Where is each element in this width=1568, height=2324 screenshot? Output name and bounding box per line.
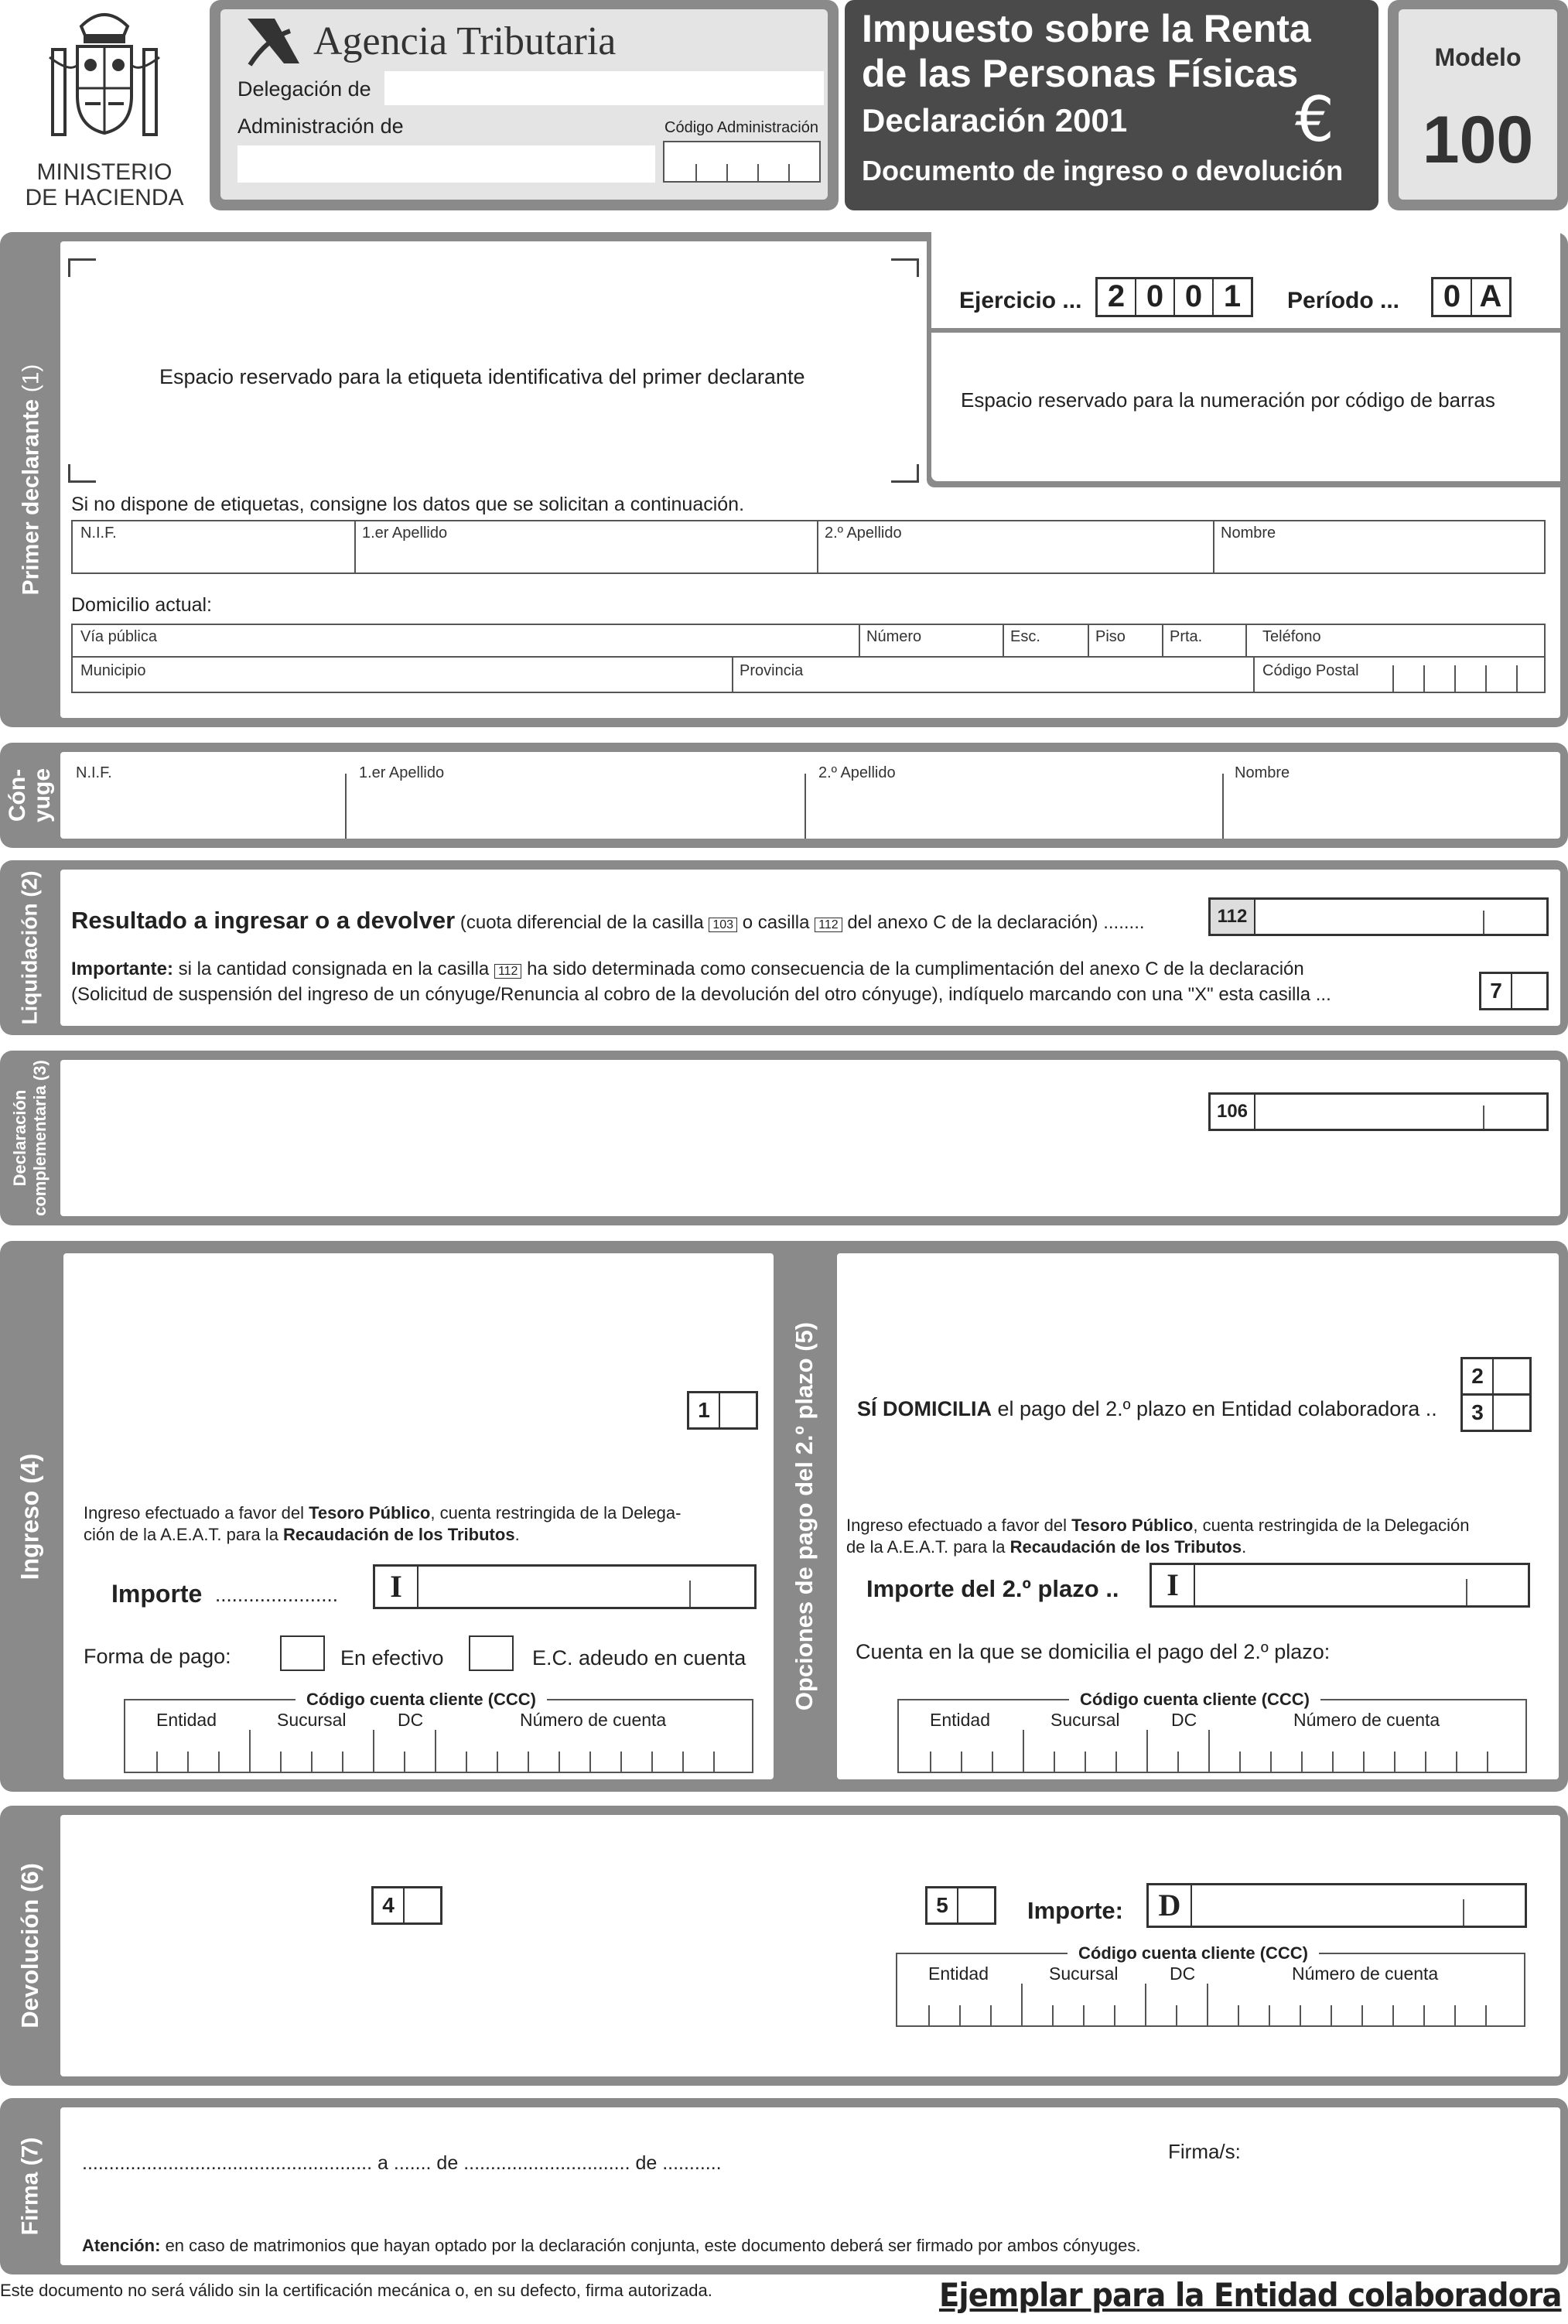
lugar-fecha-field[interactable]: ...................................................... a ....... de ............................... de ........... [82, 2152, 722, 2174]
section-liquidacion [0, 860, 1568, 1035]
casilla-106-label: 106 [1211, 1095, 1255, 1129]
devolucion-importe-label: Importe: [1027, 1897, 1123, 1924]
efectivo-label: En efectivo [340, 1646, 444, 1670]
codigo-admin-label: Código Administración [664, 119, 818, 136]
opciones-texto: Ingreso efectuado a favor del Tesoro Público, cuenta restringida de la Delegación de la A.E.A.T. para la Recaudación de los Tributos. [846, 1516, 1470, 1557]
casilla-7-label: 7 [1481, 974, 1512, 1008]
ccc-title: Código cuenta cliente (CCC) [1069, 1690, 1320, 1710]
casilla-112-label: 112 [1211, 900, 1255, 934]
conyuge-apellido1-field[interactable]: 1.er Apellido [359, 764, 445, 781]
coat-of-arms-icon [46, 3, 162, 150]
no-etiquetas-text: Si no dispone de etiquetas, consigne los datos que se solicitan a continuación. [71, 494, 745, 515]
casilla-3-label: 3 [1463, 1396, 1494, 1430]
periodo-label: Período ... [1287, 288, 1400, 313]
casilla-112-ref: 112 [815, 918, 842, 932]
casilla-5-label: 5 [927, 1888, 958, 1922]
ccc-entidad-label: Entidad [930, 1710, 991, 1730]
section-conyuge [0, 743, 1568, 848]
section-devolucion [0, 1806, 1568, 2086]
ccc-sucursal-label: Sucursal [1050, 1710, 1120, 1730]
casilla-1-label: 1 [689, 1393, 720, 1427]
ccc-dc-label: DC [1171, 1710, 1197, 1730]
periodo-digit: A [1479, 279, 1502, 313]
provincia-field[interactable]: Provincia [740, 662, 804, 679]
cuenta-domicilia-label: Cuenta en la que se domicilia el pago del 2.º plazo: [856, 1640, 1331, 1663]
section-label-devolucion: Devolución (6) [16, 1863, 43, 2028]
periodo-digit: 0 [1433, 279, 1472, 315]
efectivo-checkbox[interactable] [280, 1635, 325, 1671]
documento-subtitle: Documento de ingreso o devolución [862, 155, 1344, 186]
periodo-field[interactable] [1431, 277, 1512, 317]
modelo-number: 100 [1422, 103, 1534, 177]
ejercicio-field[interactable] [1095, 277, 1253, 317]
firma-area[interactable] [1168, 2172, 1539, 2234]
delegacion-field[interactable] [384, 71, 824, 105]
ccc-sucursal-label: Sucursal [277, 1710, 347, 1730]
ingreso-texto: Ingreso efectuado a favor del Tesoro Público, cuenta restringida de la Delega- ción de la A.E.A.T. para la Recaudación de los Tributos. [84, 1503, 682, 1544]
ejercicio-label: Ejercicio ... [959, 288, 1082, 313]
atencion-text: Atención: en caso de matrimonios que hayan optado por la declaración conjunta, este documento deberá ser firmado por ambos cónyuges. [82, 2236, 1141, 2255]
casilla-3-field[interactable] [1460, 1393, 1532, 1432]
forma-pago-label: Forma de pago: [84, 1645, 231, 1668]
ccc-dc-label: DC [398, 1710, 424, 1730]
section-label-liquidacion: Liquidación (2) [18, 870, 43, 1025]
administracion-label: Administración de [237, 114, 404, 138]
agency-name: Agencia Tributaria [313, 19, 617, 63]
devolucion-importe-letter: D [1149, 1885, 1192, 1926]
administracion-field[interactable] [237, 145, 655, 183]
importe-dots: ...................... [215, 1583, 338, 1606]
importe-ingreso-field[interactable] [373, 1564, 757, 1609]
conyuge-nif-field[interactable]: N.I.F. [76, 764, 112, 781]
codigo-barras-text: Espacio reservado para la numeración por código de barras [961, 388, 1495, 412]
si-domicilia-text: SÍ DOMICILIA el pago del 2.º plazo en Entidad colaboradora .. [857, 1397, 1437, 1420]
nombre-field[interactable]: Nombre [1221, 525, 1276, 542]
ccc-sucursal-label: Sucursal [1049, 1963, 1119, 1984]
resultado-text: Resultado a ingresar o a devolver (cuota diferencial de la casilla 103 o casilla 112 del anexo C de la declaración) ........ [71, 907, 1145, 934]
adeudo-label: E.C. adeudo en cuenta [532, 1646, 746, 1670]
codigo-postal-label: Código Postal [1262, 662, 1359, 679]
section-firma [0, 2098, 1568, 2274]
declaracion-year: Declaración 2001 [862, 102, 1128, 138]
ccc-numero-label: Número de cuenta [520, 1710, 667, 1730]
casilla-2-label: 2 [1463, 1359, 1494, 1393]
section-ingreso [0, 1241, 1568, 1792]
ccc-numero-label: Número de cuenta [1293, 1710, 1440, 1730]
casilla-5-field[interactable] [925, 1886, 996, 1925]
casilla-106-field[interactable] [1208, 1092, 1549, 1131]
section-primer-declarante [0, 232, 1568, 727]
agency-box [210, 0, 839, 210]
importe-label: Importe [111, 1580, 203, 1608]
ccc-title: Código cuenta cliente (CCC) [1068, 1943, 1319, 1963]
numero-field[interactable]: Número [866, 628, 922, 645]
ingreso-panel [63, 1253, 774, 1779]
modelo-box [1388, 0, 1568, 210]
ejemplar-label: Ejemplar para la Entidad colaboradora [939, 2276, 1562, 2314]
ingreso-ccc-field[interactable] [124, 1690, 753, 1773]
piso-field[interactable]: Piso [1095, 628, 1126, 645]
footer-nota: Este documento no será válido sin la certificación mecánica o, en su defecto, firma autorizada. [0, 2281, 712, 2300]
puerta-field[interactable]: Prta. [1170, 628, 1203, 645]
ejercicio-digit: 0 [1175, 279, 1214, 315]
etiqueta-area [68, 258, 919, 483]
adeudo-checkbox[interactable] [469, 1635, 514, 1671]
section-label-ingreso: Ingreso (4) [15, 1453, 44, 1580]
municipio-row [71, 658, 1546, 693]
section-label-conyuge: Cón- yuge [5, 767, 55, 823]
casilla-4-field[interactable] [371, 1886, 442, 1925]
conyuge-apellido2-field[interactable]: 2.º Apellido [818, 764, 896, 781]
importe-2-plazo-field[interactable] [1150, 1563, 1530, 1608]
ministry-name: MINISTERIO DE HACIENDA [25, 159, 184, 210]
casilla-4-label: 4 [374, 1888, 405, 1922]
codigo-admin-field[interactable] [663, 141, 821, 183]
casilla-2-field[interactable] [1460, 1357, 1532, 1396]
opciones-ccc-field[interactable] [897, 1690, 1527, 1773]
agencia-tributaria-logo-icon [244, 15, 306, 70]
etiqueta-text: Espacio reservado para la etiqueta identificativa del primer declarante [159, 365, 805, 388]
codigo-postal-field[interactable] [1392, 665, 1544, 692]
importe-ingreso-letter: I [375, 1567, 418, 1607]
euro-icon: € [1295, 84, 1334, 156]
ccc-entidad-label: Entidad [156, 1710, 217, 1730]
conyuge-nombre-field[interactable]: Nombre [1235, 764, 1290, 781]
ccc-entidad-label: Entidad [928, 1963, 989, 1984]
casilla-1-field[interactable] [687, 1391, 758, 1430]
via-publica-field[interactable]: Vía pública [80, 628, 157, 645]
ejercicio-digit: 2 [1098, 279, 1136, 315]
opciones-panel [837, 1253, 1559, 1779]
apellido2-field[interactable]: 2.º Apellido [825, 525, 902, 542]
section-label-opciones: Opciones de pago del 2.º plazo (5) [791, 1321, 818, 1711]
ccc-numero-label: Número de cuenta [1292, 1963, 1439, 1984]
section-complementaria [0, 1051, 1568, 1225]
importe-2-plazo-label: Importe del 2.º plazo .. [866, 1575, 1119, 1602]
ejercicio-panel [927, 232, 1560, 487]
municipio-field[interactable]: Municipio [80, 662, 146, 679]
casilla-112-ref: 112 [494, 964, 522, 979]
modelo-label: Modelo [1434, 43, 1522, 71]
domicilio-row [71, 624, 1546, 658]
title-box [845, 0, 1378, 210]
nif-field[interactable]: N.I.F. [80, 525, 117, 542]
declarante-name-row [71, 520, 1546, 574]
firmas-label: Firma/s: [1168, 2140, 1241, 2163]
casilla-7-field[interactable] [1479, 972, 1549, 1010]
ccc-title: Código cuenta cliente (CCC) [295, 1690, 547, 1710]
domicilio-label: Domicilio actual: [71, 594, 213, 616]
apellido1-field[interactable]: 1.er Apellido [362, 525, 448, 542]
section-label-primer-declarante: Primer declarante (1) [18, 364, 44, 596]
devolucion-ccc-field[interactable] [896, 1943, 1525, 2027]
esc-field[interactable]: Esc. [1010, 628, 1040, 645]
casilla-103-ref: 103 [709, 918, 737, 932]
ejercicio-digit: 0 [1136, 279, 1175, 315]
importante-text: Importante: si la cantidad consignada en la casilla 112 ha sido determinada como consecuencia de la cumplimentación del anexo C de la declaración (Solicitud de suspensión del ingreso de un cónyuge/Renuncia al cobro de la devolución del otro cónyuge), indíquelo marcando con una "X" esta casilla ... [71, 959, 1331, 1005]
importe-2-plazo-letter: I [1152, 1565, 1195, 1605]
delegacion-label: Delegación de [237, 77, 371, 101]
page-title: Impuesto sobre la Renta de las Personas Físicas [862, 7, 1311, 95]
section-label-complementaria: Declaración complementaria (3) [10, 1060, 50, 1216]
section-label-firma: Firma (7) [17, 2137, 43, 2236]
ccc-dc-label: DC [1170, 1963, 1196, 1984]
ejercicio-digit: 1 [1223, 279, 1242, 313]
devolucion-importe-field[interactable] [1146, 1883, 1527, 1928]
casilla-112-field[interactable] [1208, 897, 1549, 936]
ministry-logo [15, 0, 193, 217]
telefono-field[interactable]: Teléfono [1262, 628, 1321, 645]
